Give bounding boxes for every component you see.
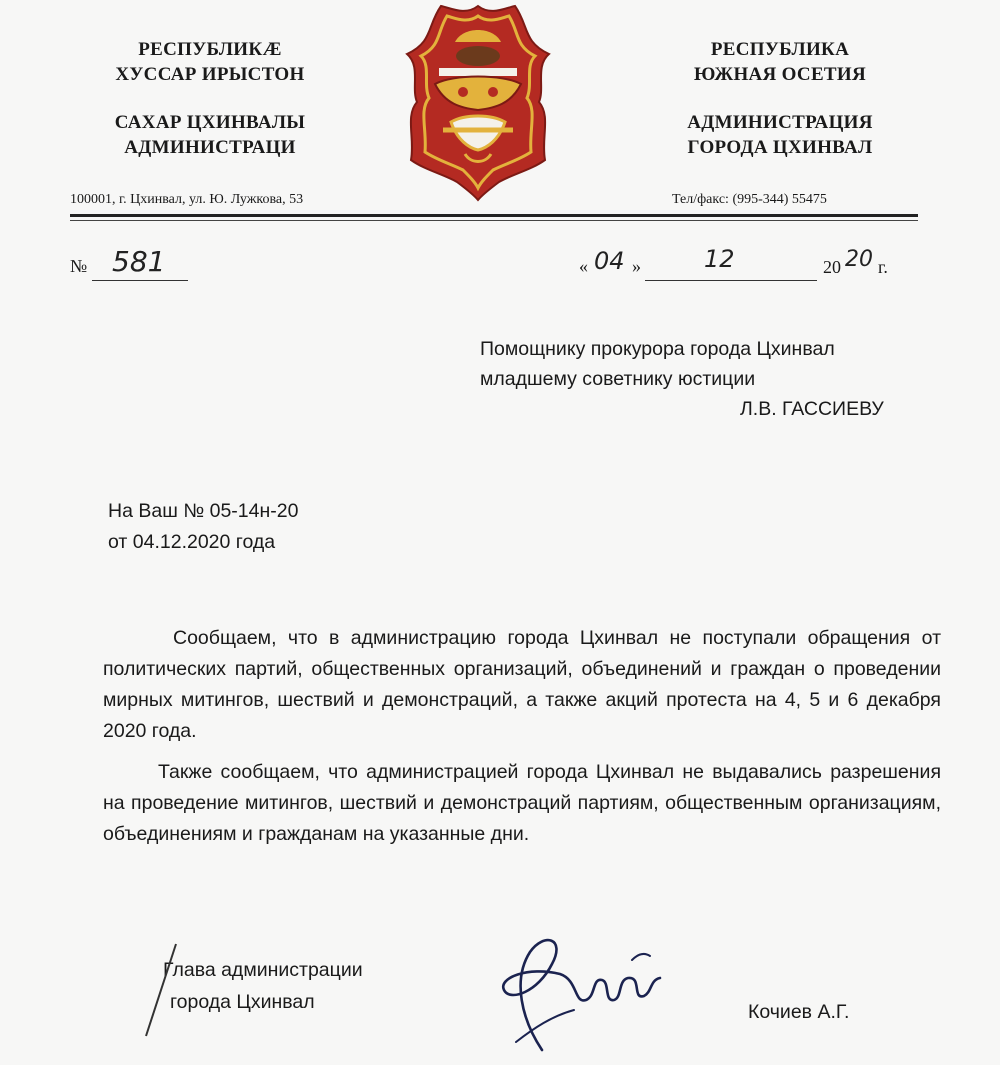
header-right-line2: ЮЖНАЯ ОСЕТИЯ	[693, 64, 866, 85]
date-year-prefix: 20	[823, 257, 841, 277]
header-left-republic	[80, 37, 340, 87]
signature-title-line2: города Цхинвал	[170, 991, 315, 1013]
header-rule	[70, 214, 918, 217]
ref-number-value: 581	[112, 245, 166, 278]
handwritten-signature	[482, 930, 672, 1060]
recipient-line2: младшему советнику юстиции	[480, 368, 756, 390]
signatory-name: Кочиев А.Г.	[748, 1001, 850, 1023]
signature-margin-stroke	[140, 940, 180, 1040]
date-month: 12	[704, 245, 735, 273]
date-suffix: г.	[878, 257, 888, 277]
date-close-quote: »	[632, 256, 641, 276]
header-left-admin	[80, 110, 340, 160]
header-right-admin	[650, 110, 910, 160]
reply-ref-line1: На Ваш № 05-14н-20	[108, 500, 299, 522]
header-left-line4: АДМИНИСТРАЦИ	[124, 137, 296, 158]
header-left-line3: САХАР ЦХИНВАЛЫ	[114, 112, 306, 133]
header-left-line2: ХУССАР ИРЫСТОН	[115, 64, 305, 85]
header-phone: Тел/факс: (995-344) 55475	[672, 192, 827, 207]
header-address: 100001, г. Цхинвал, ул. Ю. Лужкова, 53	[70, 192, 304, 207]
reply-ref-line2: от 04.12.2020 года	[108, 531, 276, 553]
header-left-line1: РЕСПУБЛИКÆ	[138, 39, 282, 60]
coat-of-arms-icon	[403, 4, 553, 202]
recipient-name: Л.В. ГАССИЕВУ	[740, 398, 884, 420]
recipient-line1: Помощнику прокурора города Цхинвал	[480, 338, 835, 360]
date-year-hand: 20	[845, 247, 873, 272]
signature-title-line1: Глава администрации	[163, 959, 363, 981]
date-month-line	[645, 280, 817, 281]
header-right-line3: АДМИНИСТРАЦИЯ	[687, 112, 873, 133]
header-rule-thin	[70, 220, 918, 221]
ref-number-label: №	[70, 256, 88, 276]
ref-number-line	[92, 280, 188, 281]
body-paragraph-1: Сообщаем, что в администрацию города Цхинвал не поступали обращения от политических партий, общественных организаций, объединений и граждан о проведении мирных митингов, шествий и демонстраций, а также акций протеста на 4, 5 и 6 декабря 2020 года.	[103, 627, 941, 742]
date-open-quote: «	[579, 256, 588, 276]
header-right-republic	[650, 37, 910, 87]
header-right-line1: РЕСПУБЛИКА	[710, 39, 850, 60]
date-day: 04	[594, 247, 625, 275]
header-right-line4: ГОРОДА ЦХИНВАЛ	[687, 137, 873, 158]
body-paragraph-2: Также сообщаем, что администрацией города Цхинвал не выдавались разрешения на проведение митингов, шествий и демонстраций партиям, общественным организациям, объединениям и гражданам на указанные дни.	[103, 761, 941, 845]
